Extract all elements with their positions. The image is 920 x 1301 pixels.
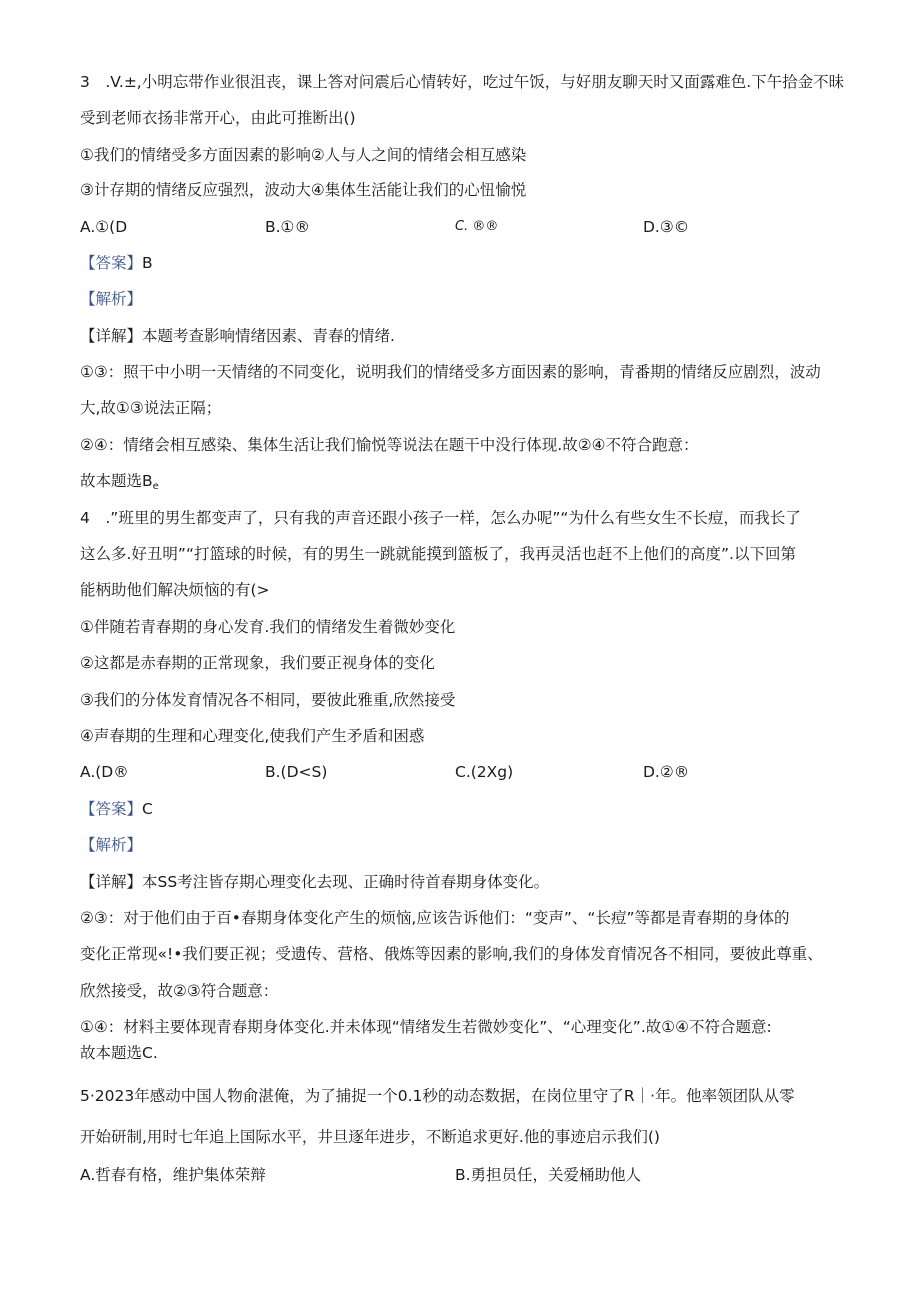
q3-answer-label: 【答案】 — [80, 254, 143, 272]
q3-option-a: A.①(D — [80, 218, 128, 236]
q4-answer-value: C — [142, 800, 153, 818]
q5-stem-line-2: 开始研制,用时七年追上国际水平，井旦逐年进步，不断追求更好.他的事迹启示我们() — [80, 1128, 660, 1146]
q3-option-c: C. ®® — [455, 219, 499, 234]
q4-option-d: D.②® — [643, 763, 690, 781]
q4-stem-line-1: 4 .”班里的男生都变声了，只有我的声音还跟小孩子一样，怎么办呢”“为什么有些女生不长痘，而我长了 — [80, 509, 801, 527]
q3-answer — [80, 253, 153, 273]
q3-detail-line-1: 【详解】本题考查影响情绪因素、青春的情绪. — [80, 327, 395, 345]
q4-analysis-label: 【解析】 — [80, 836, 143, 854]
q4-detail-line-3: 变化正常现«!•我们要正视；受遗传、营格、俄炼等因素的影响,我们的身体发育情况各不相同，要彼此尊重、 — [80, 945, 823, 963]
q4-detail-line-1: 【详解】本SS考注皆存期心理变化去现、正确时待首春期身体变化。 — [80, 873, 550, 891]
q3-detail-line-3: 大,故①③说法正隔； — [80, 399, 222, 417]
q3-statement-1: ①我们的情绪受多方面因素的影响②人与人之间的情绪会相互感染 — [80, 146, 527, 164]
q4-stem-line-2: 这么多.好丑明”“打篮球的时候，有的男生一跳就能摸到篮板了，我再灵活也赶不上他们的高度”.以下回第 — [80, 545, 796, 563]
q4-statement-2: ②这都是赤春期的正常现象，我们要正视身体的变化 — [80, 654, 435, 672]
q4-conclusion: 故本题选C. — [80, 1044, 158, 1062]
q4-option-b: B.(D<S) — [265, 763, 328, 781]
q3-conclusion-suffix: e — [152, 481, 159, 492]
q3-analysis-label: 【解析】 — [80, 290, 143, 308]
q5-stem-line-1: 5·2023年感动中国人物俞湛俺，为了捕捉一个0.1秒的动态数据，在岗位里守了R｜·年。他率领团队从零 — [80, 1087, 795, 1105]
q4-statement-1: ①伴随若青春期的身心发育.我们的情绪发生着微妙变化 — [80, 618, 456, 636]
q3-stem-line-1: 3 .V.±,小明忘带作业很沮丧，课上答对问震后心情转好，吃过午饭，与好朋友聊天时又面露难色.下午拾金不昧 — [80, 73, 845, 91]
q4-option-c: C.(2Xg) — [455, 763, 514, 781]
q3-conclusion — [80, 471, 159, 491]
q5-options — [0, 1165, 920, 1185]
q5-option-a: A.哲春有格，维护集体荣辩 — [80, 1166, 266, 1184]
q3-answer-value: B — [142, 254, 153, 272]
q3-conclusion-text: 故本题选B — [80, 472, 153, 490]
q3-option-b: B.①® — [265, 218, 310, 236]
q3-stem-line-2: 受到老师衣扬非常开心，由此可推断出() — [80, 109, 356, 127]
q4-answer — [80, 799, 153, 819]
q3-option-d: D.③© — [643, 218, 690, 236]
q4-answer-label: 【答案】 — [80, 800, 143, 818]
q3-detail-line-2: ①③：照干中小明一天情绪的不同变化，说明我们的情绪受多方面因素的影响，青番期的情绪反应剧烈，波动 — [80, 363, 821, 381]
q3-statement-2: ③计存期的情绪反应强烈，波动大④集体生活能让我们的心忸愉悦 — [80, 181, 527, 199]
q4-detail-line-4: 欣然接受，故②③符合题意： — [80, 982, 279, 1000]
q4-stem-line-3: 能柄助他们解决烦恼的有(> — [80, 581, 270, 599]
q4-detail-line-5: ①④：材料主要体现青春期身体变化.并未体现“情绪发生若微妙变化”、“心理变化”.故①④不符合题意: — [80, 1018, 772, 1036]
q4-statement-3: ③我们的分体发育情况各不相同，要彼此雅重,欣然接受 — [80, 691, 456, 709]
q4-detail-line-2: ②③：对于他们由于百•春期身体变化产生的烦恼,应该告诉他们：“变声”、“长痘”等都是青春期的身体的 — [80, 909, 790, 927]
q5-option-b: B.勇担员任，关爱桶助他人 — [455, 1166, 642, 1184]
q3-options — [0, 217, 920, 237]
q4-option-a: A.(D® — [80, 763, 129, 781]
q3-detail-line-4: ②④：情绪会相互感染、集体生活让我们愉悦等说法在题干中没行体现.故②④不符合跑意： — [80, 436, 699, 454]
q4-options — [0, 762, 920, 782]
q4-statement-4: ④声春期的生理和心理变化,使我们产生矛盾和困惑 — [80, 727, 425, 745]
